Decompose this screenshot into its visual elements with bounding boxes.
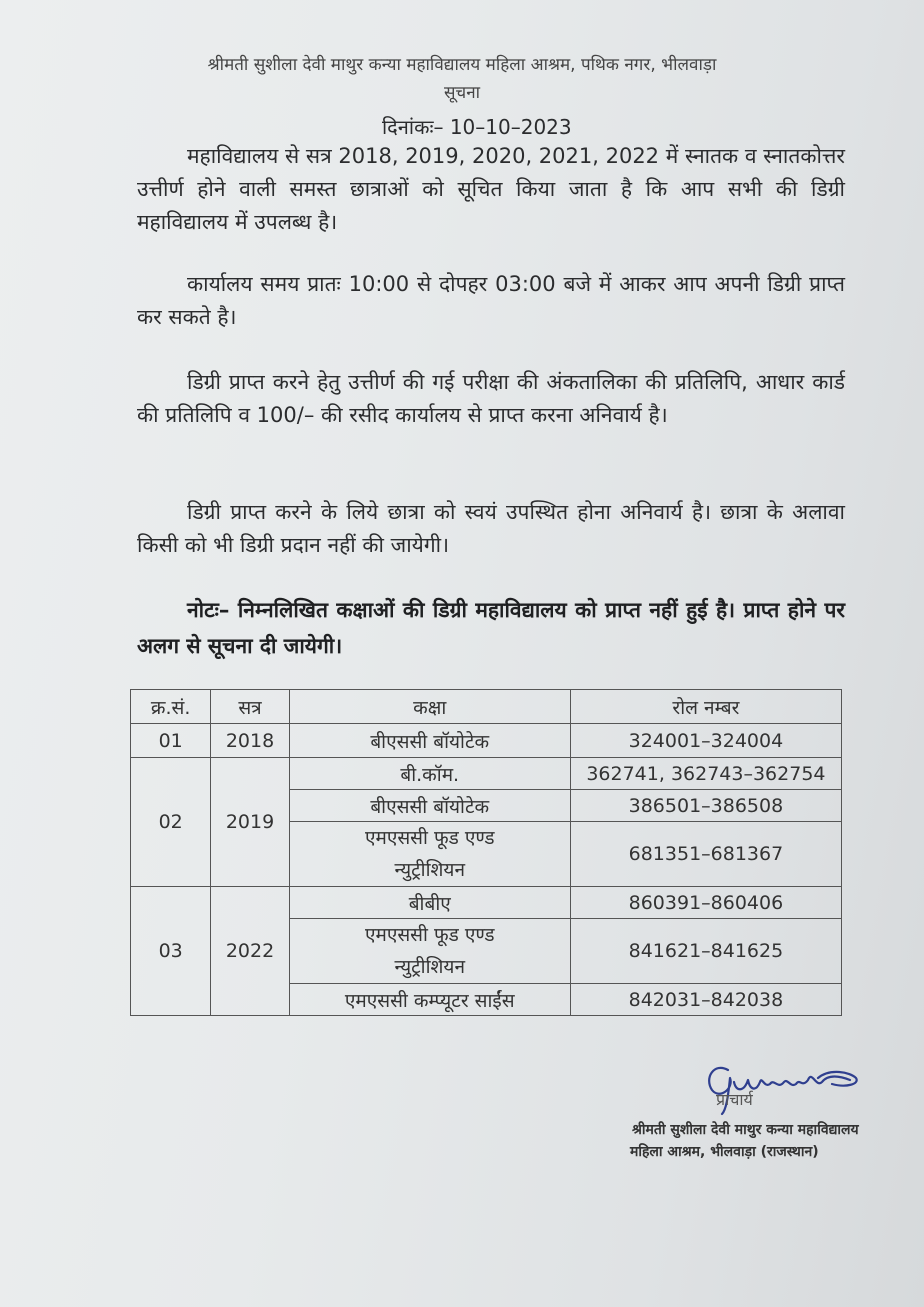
roll-cell: 362741, 362743–362754 [570, 758, 841, 790]
header-class: कक्षा [289, 690, 570, 724]
class-line-1: एमएससी फूड एण्ड [364, 827, 495, 849]
roll-cell: 841621–841625 [570, 919, 841, 984]
session-cell: 2022 [211, 887, 289, 1016]
paragraph-documents-required: डिग्री प्राप्त करने हेतु उत्तीर्ण की गई परीक्षा की अंकतालिका की प्रतिलिपि, आधार कार्ड की प्रतिलिपि व 100/– की रसीद कार्यालय से प्राप्त करना अनिवार्य है। [137, 370, 845, 427]
roll-cell: 324001–324004 [570, 724, 841, 758]
paragraph-office-hours: कार्यालय समय प्रातः 10:00 से दोपहर 03:00 बजे में आकर आप अपनी डिग्री प्राप्त कर सकते है। [137, 272, 845, 329]
header-serial: क्र.सं. [131, 690, 211, 724]
principal-title: प्राचार्य [716, 1090, 753, 1109]
seal-line-1: श्रीमती सुशीला देवी माथुर कन्या महाविद्यालय [632, 1122, 859, 1138]
seal-line-2: महिला आश्रम, भीलवाड़ा (राजस्थान) [630, 1144, 819, 1160]
session-cell: 2018 [211, 724, 289, 758]
roll-cell: 860391–860406 [570, 887, 841, 919]
class-cell: बी.कॉम. [289, 758, 570, 790]
table-row [131, 724, 842, 758]
class-line-2: न्युट्रीशियन [394, 956, 465, 978]
paragraph-degree-available: महाविद्यालय से सत्र 2018, 2019, 2020, 2021, 2022 में स्नातक व स्नातकोत्तर उत्तीर्ण होने वाली समस्त छात्राओं को सूचित किया जाता है कि आप सभी की डिग्री महाविद्यालय में उपलब्ध है। [137, 144, 845, 234]
class-cell: एमएससी कम्प्यूटर साईंस [289, 984, 570, 1016]
roll-cell: 386501–386508 [570, 790, 841, 822]
roll-cell: 842031–842038 [570, 984, 841, 1016]
note-pending-degrees: नोटः– निम्नलिखित कक्षाओं की डिग्री महाविद्यालय को प्राप्त नहीं हुई है। प्राप्त होने पर अलग से सूचना दी जायेगी। [137, 598, 845, 658]
class-line-1: एमएससी फूड एण्ड [364, 924, 495, 946]
serial-cell: 02 [131, 758, 211, 887]
header-roll-number: रोल नम्बर [570, 690, 841, 724]
session-cell: 2019 [211, 758, 289, 887]
serial-cell: 03 [131, 887, 211, 1016]
institution-header: श्रीमती सुशीला देवी माथुर कन्या महाविद्यालय महिला आश्रम, पथिक नगर, भीलवाड़ा [207, 55, 717, 75]
class-cell: बीबीए [289, 887, 570, 919]
roll-cell: 681351–681367 [570, 822, 841, 887]
header-session: सत्र [211, 690, 289, 724]
class-cell [289, 919, 570, 984]
table-header-row [131, 690, 842, 724]
paragraph-presence-required: डिग्री प्राप्त करने के लिये छात्रा को स्वयं उपस्थित होना अनिवार्य है। छात्रा के अलावा किसी को भी डिग्री प्रदान नहीं की जायेगी। [137, 500, 845, 557]
pending-degrees-table [130, 689, 842, 1016]
class-cell: बीएससी बॉयोटेक [289, 724, 570, 758]
table-row [131, 887, 842, 919]
class-cell: बीएससी बॉयोटेक [289, 790, 570, 822]
notice-date: दिनांकः– 10–10–2023 [382, 115, 572, 139]
class-line-2: न्युट्रीशियन [394, 859, 465, 881]
notice-title: सूचना [443, 83, 481, 103]
table-row [131, 758, 842, 790]
class-cell [289, 822, 570, 887]
serial-cell: 01 [131, 724, 211, 758]
